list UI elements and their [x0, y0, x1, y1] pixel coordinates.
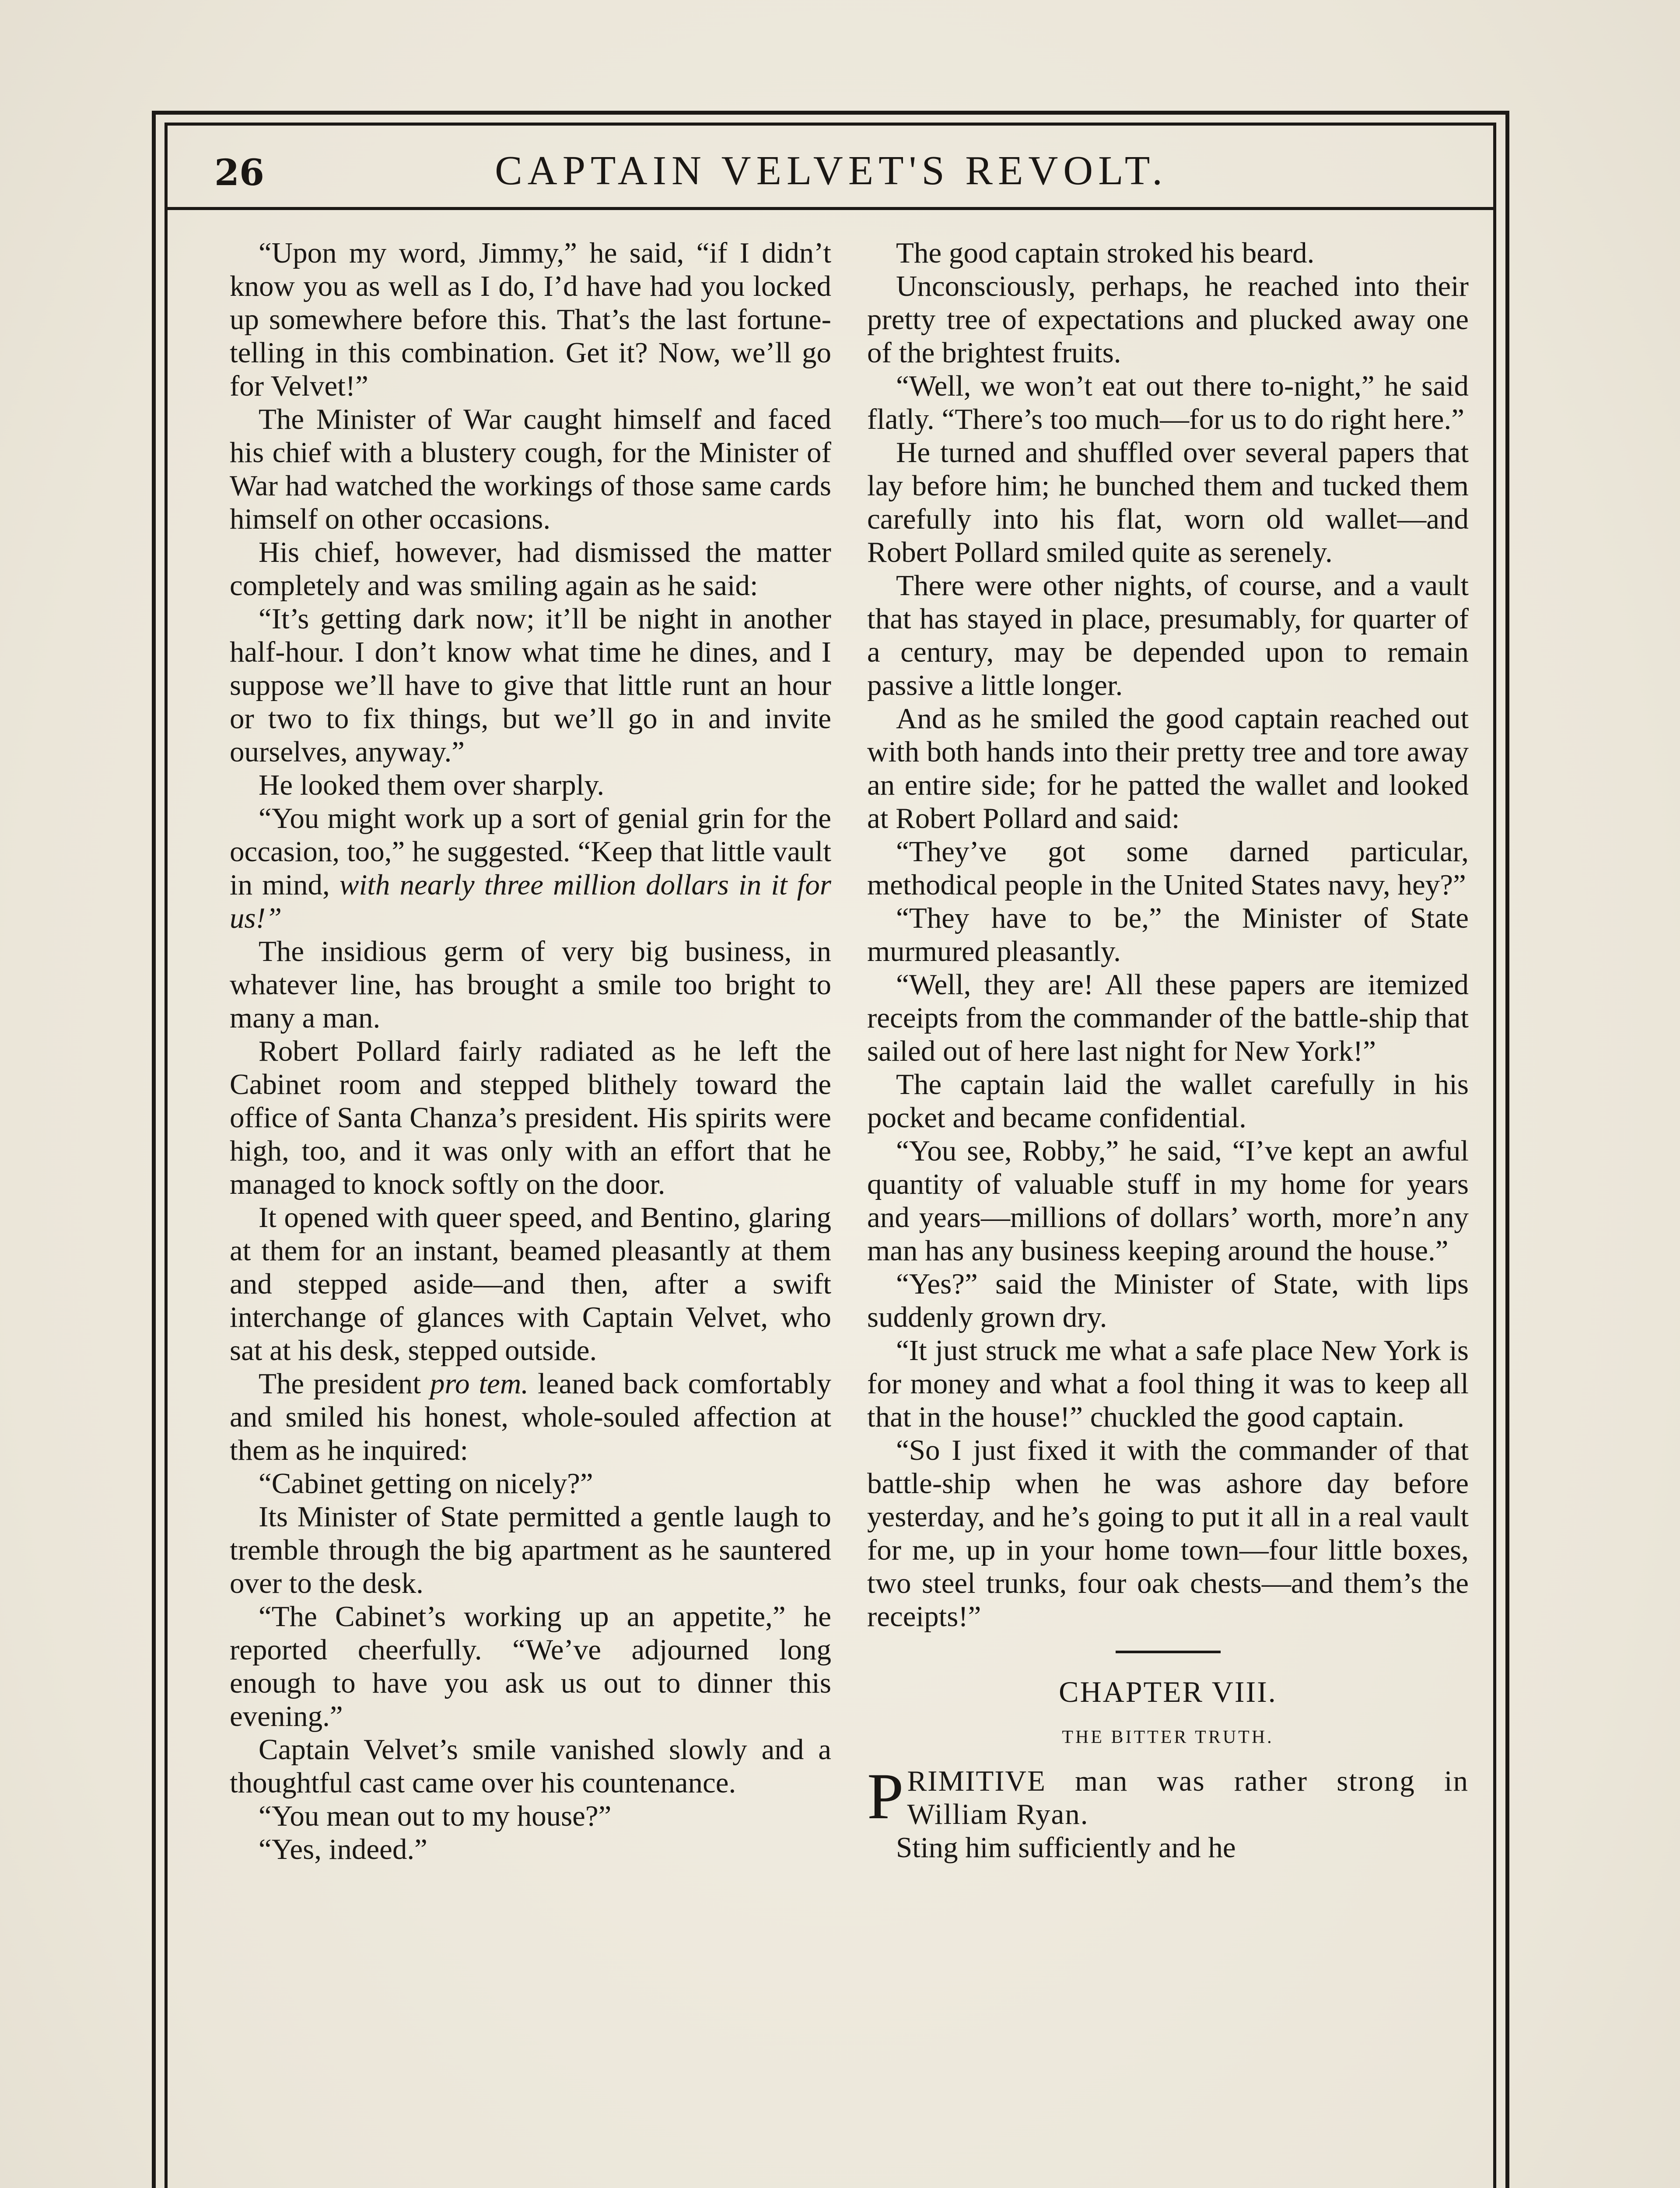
paragraph: “The Cabinet’s working up an appetite,” he reported cheerfully. “We’ve adjourned long enough to have you ask us out to dinner this evening.” — [230, 1600, 831, 1732]
paragraph: “They have to be,” the Minister of State murmured pleasantly. — [867, 902, 1469, 968]
running-head: CAPTAIN VELVET'S REVOLT. — [495, 148, 1168, 193]
paragraph: “Well, we won’t eat out there to-night,” he said flatly. “There’s too much—for us to do right here.” — [867, 370, 1469, 435]
paragraph — [230, 1367, 831, 1467]
paragraph: “Yes, indeed.” — [259, 1833, 427, 1865]
paragraph: He looked them over sharply. — [259, 769, 605, 801]
italic-text: with nearly three million dollars in it for us!” — [230, 869, 831, 934]
left-column — [230, 236, 831, 1866]
paragraph: “You mean out to my house?” — [259, 1800, 612, 1832]
paragraph: Its Minister of State permitted a gentle laugh to tremble through the big apartment as he sauntered over to the desk. — [230, 1501, 831, 1599]
chapter-subtitle: THE BITTER TRUTH. — [1062, 1727, 1274, 1747]
opening-text: RIMITIVE man was rather strong in William Ryan. — [907, 1765, 1469, 1830]
paragraph: It opened with queer speed, and Bentino, glaring at them for an instant, beamed pleasantly at them and stepped aside—and then, after a swift interchange of glances with Captain Velvet, who sat at his desk, stepped outside. — [230, 1201, 831, 1367]
paragraph — [230, 802, 831, 935]
paragraph: The captain laid the wallet carefully in his pocket and became confidential. — [867, 1068, 1469, 1134]
paragraph: “Upon my word, Jimmy,” he said, “if I didn’t know you as well as I do, I’d have had you locked up somewhere before this. That’s the last fortune-telling in this combination. Get it? Now, we’ll go for Velvet!” — [230, 237, 831, 402]
paragraph: Unconsciously, perhaps, he reached into their pretty tree of expectations and plucked away one of the brightest fruits. — [867, 270, 1469, 369]
paragraph: Robert Pollard fairly radiated as he left the Cabinet room and stepped blithely toward the office of Santa Chanza’s president. His spirits were high, too, and it was only with an effort that he managed to knock softly on the door. — [230, 1035, 831, 1200]
chapter-opening — [867, 1760, 1469, 1833]
paragraph: Captain Velvet’s smile vanished slowly and a thoughtful cast came over his countenance. — [230, 1733, 831, 1799]
drop-cap: P — [867, 1760, 904, 1833]
chapter-title: CHAPTER VIII. — [1059, 1675, 1277, 1708]
paragraph: His chief, however, had dismissed the matter completely and was smiling again as he said: — [230, 536, 831, 602]
right-column — [867, 236, 1469, 1864]
paragraph: And as he smiled the good captain reached out with both hands into their pretty tree and tore away an entire side; for he patted the wallet and looked at Robert Pollard and said: — [867, 702, 1469, 835]
paragraph-text: leaned back comfortably and smiled his honest, whole-souled affection at them as he inquired: — [230, 1368, 832, 1466]
paragraph: “Well, they are! All these papers are itemized receipts from the commander of the battle-ship that sailed out of here last night for New York!” — [867, 968, 1469, 1067]
paragraph: “Cabinet getting on nicely?” — [259, 1467, 593, 1500]
paragraph: “They’ve got some darned particular, methodical people in the United States navy, hey?” — [867, 835, 1469, 901]
paragraph: There were other nights, of course, and a vault that has stayed in place, presumably, for quarter of a century, may be depended upon to remain passive a little longer. — [867, 569, 1469, 701]
paragraph: The insidious germ of very big business, in whatever line, has brought a smile too bright to many a man. — [230, 935, 831, 1034]
paragraph: “It just struck me what a safe place New York is for money and what a fool thing it was to keep all that in the house!” chuckled the good captain. — [867, 1334, 1469, 1433]
paragraph-text: The president — [259, 1368, 421, 1400]
paragraph: He turned and shuffled over several papers that lay before him; he bunched them and tucked them carefully into his flat, worn old wallet—and Robert Pollard smiled quite as serenely. — [867, 436, 1469, 568]
paragraph: “You see, Robby,” he said, “I’ve kept an awful quantity of valuable stuff in my home for years and years—millions of dollars’ worth, more’n any man has any business keeping around the house.” — [867, 1135, 1469, 1267]
paragraph: The good captain stroked his beard. — [896, 237, 1315, 269]
italic-text: pro tem. — [430, 1368, 529, 1400]
paragraph: Sting him sufficiently and he — [896, 1831, 1236, 1864]
paragraph: “It’s getting dark now; it’ll be night in another half-hour. I don’t know what time he dines, and I suppose we’ll have to give that little runt an hour or two to fix things, but we’ll go in and invite ourselves, anyway.” — [230, 603, 831, 768]
paragraph-text: “You might work up a sort of genial grin for the occasion, too,” he suggested. “Keep that little vault in mind, — [230, 802, 831, 901]
page-number: 26 — [214, 152, 265, 194]
header-divider — [164, 207, 1496, 210]
section-divider — [1116, 1651, 1221, 1653]
paragraph: “So I just fixed it with the commander of that battle-ship when he was ashore day before yesterday, and he’s going to put it all in a real vault for me, up in your home town—four little boxes, two steel trunks, four oak chests—and them’s the receipts!” — [867, 1434, 1469, 1633]
paragraph: The Minister of War caught himself and faced his chief with a blustery cough, for the Minister of War had watched the workings of those same cards himself on other occasions. — [230, 403, 831, 535]
paragraph: “Yes?” said the Minister of State, with lips suddenly grown dry. — [867, 1268, 1469, 1333]
